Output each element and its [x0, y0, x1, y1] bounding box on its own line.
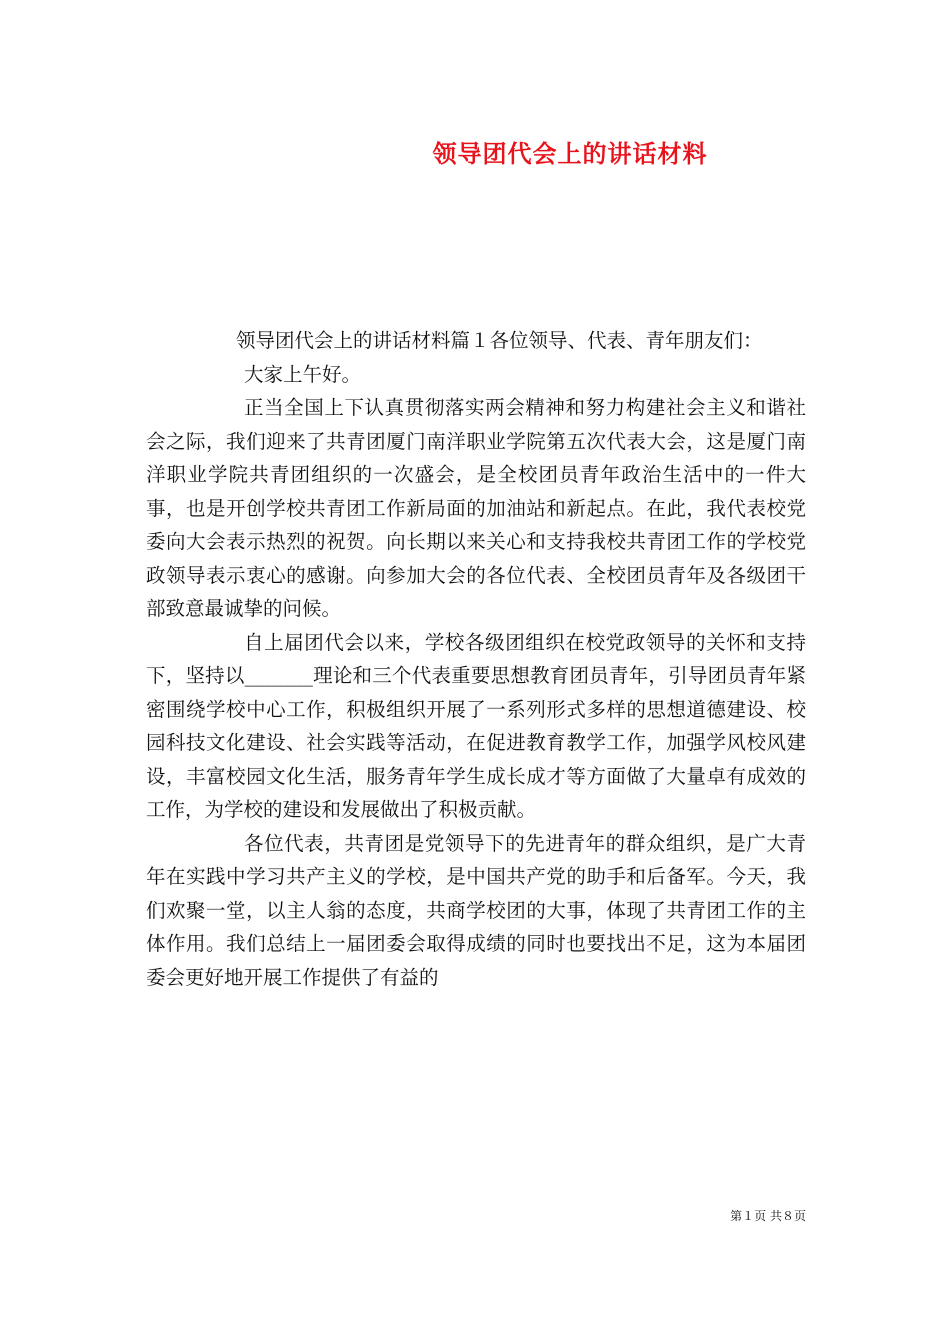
paragraph-representatives: 各位代表，共青团是党领导下的先进青年的群众组织，是广大青年在实践中学习共产主义的学校，是中国共产党的助手和后备军。今天，我们欢聚一堂，以主人翁的态度，共商学校团的大事，体现了共青团工作的主体作用。我们总结上一届团委会取得成绩的同时也要找出不足，这为本届团委会更好地开展工作提供了有益的	[146, 831, 806, 989]
paragraph-congratulations: 正当全国上下认真贯彻落实两会精神和努力构建社会主义和谐社会之际，我们迎来了共青团厦门南洋职业学院第五次代表大会，这是厦门南洋职业学院共青团组织的一次盛会，是全校团员青年政治生活中的一件大事，也是开创学校共青团工作新局面的加油站和新起点。在此，我代表校党委向大会表示热烈的祝贺。向长期以来关心和支持我校共青团工作的学校党政领导表示衷心的感谢。向参加大会的各位代表、全校团员青年及各级团干部致意最诚挚的问候。	[146, 396, 806, 620]
document-body	[146, 324, 806, 994]
page-number: 第１页 共８页	[730, 1209, 806, 1223]
paragraph-achievements: 自上届团代会以来，学校各级团组织在校党政领导的关怀和支持下，坚持以_______理论和三个代表重要思想教育团员青年，引导团员青年紧密围绕学校中心工作，积极组织开展了一系列形式多样的思想道德建设、校园科技文化建设、社会实践等活动，在促进教育教学工作，加强学风校风建设，丰富校园文化生活，服务青年学生成长成才等方面做了大量卓有成效的工作，为学校的建设和发展做出了积极贡献。	[146, 630, 806, 821]
paragraph-salutation: 大家上午好。	[244, 362, 362, 386]
paragraph-greeting: 领导团代会上的讲话材料篇１各位领导、代表、青年朋友们：	[236, 329, 763, 352]
document-title: 领导团代会上的讲话材料	[432, 139, 708, 168]
